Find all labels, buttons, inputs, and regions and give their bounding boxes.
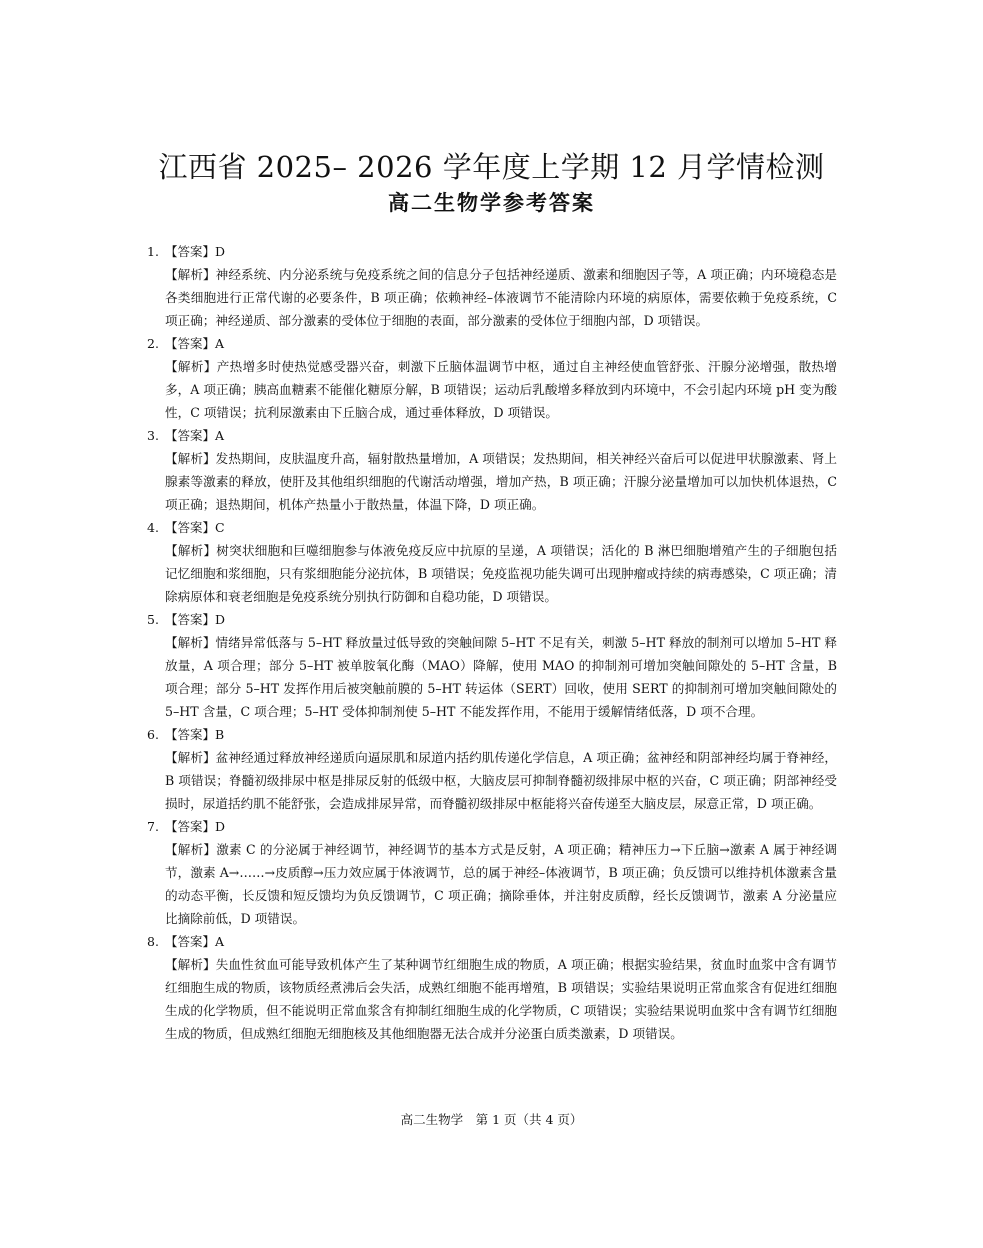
analysis-text: 【解析】激素 C 的分泌属于神经调节，神经调节的基本方式是反射，A 项正确；精神压力→下丘脑→激素 A 属于神经调节，激素 A→……→皮质醇→压力效应属于体液调节，总的属于神经–体液调节，B 项正确；负反馈可以维持机体激素含量的动态平衡，长反馈和短反馈均为负反馈调节，C 项正确；摘除垂体，并注射皮质醇，经长反馈调节，激素 A 分泌量应比摘除前低，D 项错误。 <box>165 842 837 926</box>
question-number: 8. <box>147 934 159 949</box>
answer-text: 【答案】D <box>165 612 226 627</box>
analysis-text: 【解析】产热增多时使热觉感受器兴奋，刺激下丘脑体温调节中枢，通过自主神经使血管舒张、汗腺分泌增强，散热增多，A 项正确；胰高血糖素不能催化糖原分解，B 项错误；运动后乳酸增多释放到内环境中，不会引起内环境 pH 变为酸性，C 项错误；抗利尿激素由下丘脑合成，通过垂体释放，D 项错误。 <box>165 359 837 420</box>
question-number: 5. <box>147 612 159 627</box>
page-subtitle: 高二生物学参考答案 <box>388 191 595 215</box>
page-footer: 高二生物学 第 1 页（共 4 页） <box>400 1112 583 1127</box>
analysis-text: 【解析】发热期间，皮肤温度升高，辐射散热量增加，A 项错误；发热期间，相关神经兴奋后可以促进甲状腺激素、肾上腺素等激素的释放，使肝及其他组织细胞的代谢活动增强，增加产热，B 项正确；汗腺分泌量增加可以加快机体退热，C 项正确；退热期间，机体产热量小于散热量，体温下降，D 项正确。 <box>165 451 837 512</box>
question-item-8 <box>147 930 837 1045</box>
question-number: 7. <box>147 819 159 834</box>
answer-line <box>147 332 837 355</box>
analysis-text: 【解析】神经系统、内分泌系统与免疫系统之间的信息分子包括神经递质、激素和细胞因子等，A 项正确；内环境稳态是各类细胞进行正常代谢的必要条件，B 项正确；依赖神经–体液调节不能清除内环境的病原体，需要依赖于免疫系统，C 项正确；神经递质、部分激素的受体位于细胞的表面，部分激素的受体位于细胞内部，D 项错误。 <box>165 267 837 328</box>
answer-list <box>147 240 837 1045</box>
question-item-6 <box>147 723 837 815</box>
answer-line <box>147 516 837 539</box>
answer-text: 【答案】C <box>165 520 225 535</box>
answer-text: 【答案】D <box>165 819 226 834</box>
question-item-2 <box>147 332 837 424</box>
question-number: 6. <box>147 727 159 742</box>
answer-line <box>147 240 837 263</box>
question-number: 1. <box>147 244 159 259</box>
answer-text: 【答案】B <box>165 727 225 742</box>
answer-text: 【答案】A <box>165 428 225 443</box>
analysis-text: 【解析】失血性贫血可能导致机体产生了某种调节红细胞生成的物质，A 项正确；根据实验结果，贫血时血浆中含有调节红细胞生成的物质，该物质经煮沸后会失活，成熟红细胞不能再增殖，B 项错误；实验结果说明正常血浆含有促进红细胞生成的化学物质，但不能说明正常血浆含有抑制红细胞生成的化学物质，C 项错误；实验结果说明血浆中含有调节红细胞生成的物质，但成熟红细胞无细胞核及其他细胞器无法合成并分泌蛋白质类激素，D 项错误。 <box>165 957 837 1041</box>
answer-text: 【答案】D <box>165 244 226 259</box>
question-number: 4. <box>147 520 159 535</box>
analysis-text: 【解析】盆神经通过释放神经递质向逼尿肌和尿道内括约肌传递化学信息，A 项正确；盆神经和阴部神经均属于脊神经，B 项错误；脊髓初级排尿中枢是排尿反射的低级中枢，大脑皮层可抑制脊髓初级排尿中枢的兴奋，C 项正确；阴部神经受损时，尿道括约肌不能舒张，会造成排尿异常，而脊髓初级排尿中枢能将兴奋传递至大脑皮层，尿意正常，D 项正确。 <box>165 750 837 811</box>
page-title: 江西省 2025– 2026 学年度上学期 12 月学情检测 <box>158 150 825 184</box>
answer-line <box>147 723 837 746</box>
answer-line <box>147 424 837 447</box>
answer-text: 【答案】A <box>165 934 225 949</box>
analysis-text: 【解析】情绪异常低落与 5–HT 释放量过低导致的突触间隙 5–HT 不足有关，刺激 5–HT 释放的制剂可以增加 5–HT 释放量，A 项合理；部分 5–HT 被单胺氧化酶（MAO）降解，使用 MAO 的抑制剂可增加突触间隙处的 5–HT 含量，B 项合理；部分 5–HT 发挥作用后被突触前膜的 5–HT 转运体（SERT）回收，使用 SERT 的抑制剂可增加突触间隙处的 5–HT 含量，C 项合理；5–HT 受体抑制剂使 5–HT 不能发挥作用，不能用于缓解情绪低落，D 项不合理。 <box>165 635 837 719</box>
question-number: 2. <box>147 336 159 351</box>
question-item-5 <box>147 608 837 723</box>
question-item-1 <box>147 240 837 332</box>
answer-line <box>147 815 837 838</box>
question-item-3 <box>147 424 837 516</box>
question-item-4 <box>147 516 837 608</box>
analysis-text: 【解析】树突状细胞和巨噬细胞参与体液免疫反应中抗原的呈递，A 项错误；活化的 B 淋巴细胞增殖产生的子细胞包括记忆细胞和浆细胞，只有浆细胞能分泌抗体，B 项错误；免疫监视功能失调可出现肿瘤或持续的病毒感染，C 项正确；清除病原体和衰老细胞是免疫系统分别执行防御和自稳功能，D 项错误。 <box>165 543 837 604</box>
question-number: 3. <box>147 428 159 443</box>
question-item-7 <box>147 815 837 930</box>
answer-text: 【答案】A <box>165 336 225 351</box>
answer-line <box>147 608 837 631</box>
answer-line <box>147 930 837 953</box>
